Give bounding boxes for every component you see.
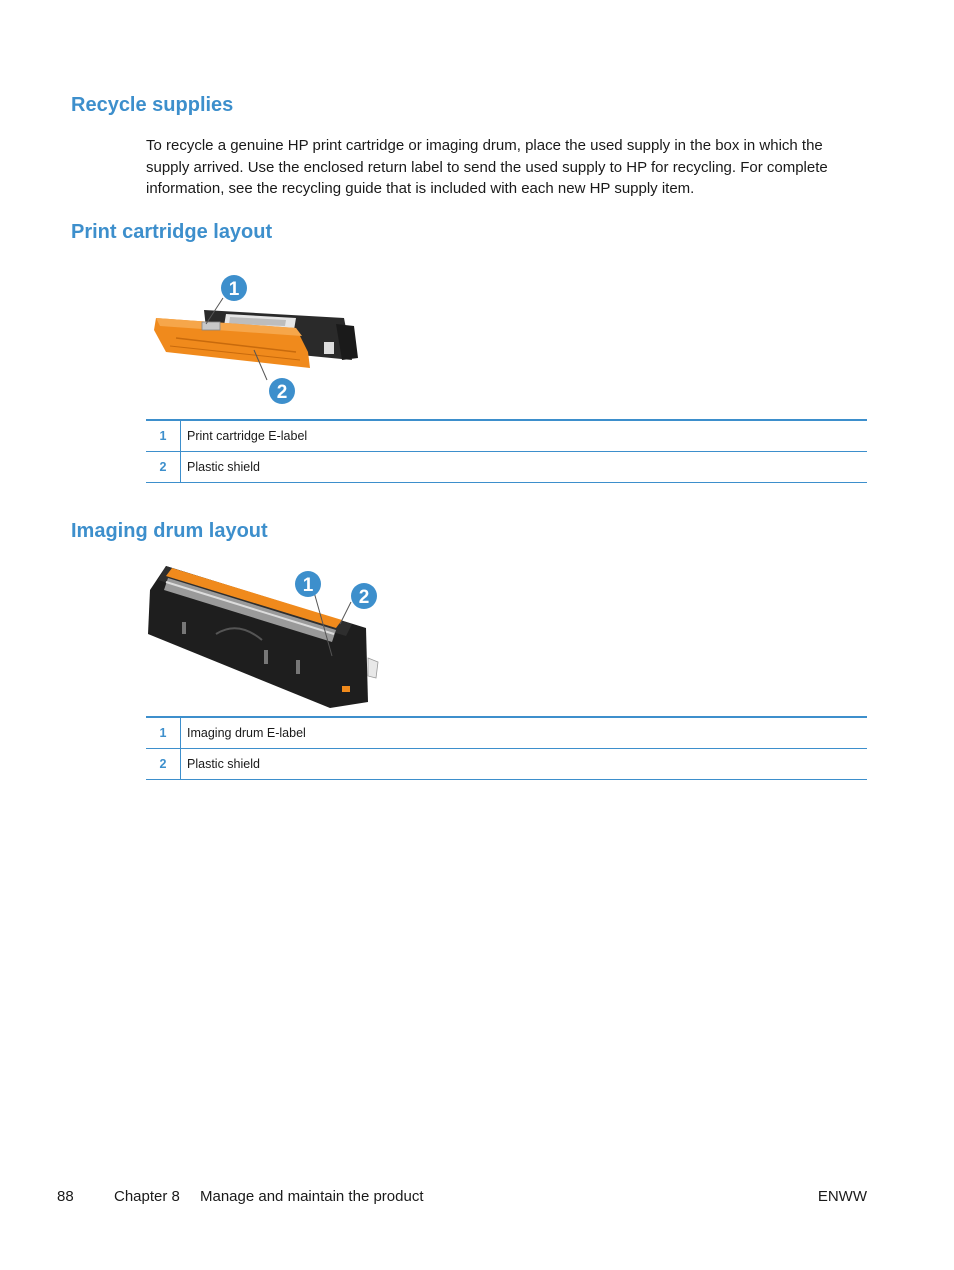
callout-2-badge [351, 583, 377, 609]
heading-recycle-supplies: Recycle supplies [71, 94, 234, 116]
row-number: 1 [146, 717, 181, 749]
recycle-paragraph: To recycle a genuine HP print cartridge or imaging drum, place the used supply in the box in which the supply arrived. Use the enclosed return label to send the used supply to HP for recycling. For complete information, see the recycling guide that is included with each new HP supply item. [146, 137, 828, 197]
row-number: 2 [146, 749, 181, 780]
row-number: 2 [146, 452, 181, 483]
callout-1-label: 1 [302, 575, 314, 596]
print-cartridge-illustration [146, 268, 386, 410]
heading-print-cartridge-layout: Print cartridge layout [71, 221, 273, 243]
callout-1-badge [295, 571, 321, 597]
table-row [146, 717, 867, 749]
table-row [146, 452, 867, 483]
page-number: 88 [57, 1188, 74, 1205]
callout-1-badge [221, 275, 247, 301]
callout-2-label: 2 [358, 587, 370, 608]
row-description: Imaging drum E-label [181, 717, 868, 749]
table-row [146, 420, 867, 452]
footer-chapter: Chapter 8 [114, 1188, 180, 1205]
row-description: Plastic shield [181, 749, 868, 780]
callout-2-badge [269, 378, 295, 404]
footer-chapter-title: Manage and maintain the product [200, 1188, 424, 1205]
print-cartridge-table [146, 419, 867, 483]
heading-imaging-drum-layout: Imaging drum layout [71, 520, 268, 542]
callout-2-label: 2 [276, 382, 288, 403]
row-number: 1 [146, 420, 181, 452]
callout-1-label: 1 [228, 279, 240, 300]
footer-enww: ENWW [817, 1188, 867, 1205]
row-description: Plastic shield [181, 452, 868, 483]
row-description: Print cartridge E-label [181, 420, 868, 452]
table-row [146, 749, 867, 780]
imaging-drum-illustration [146, 562, 386, 712]
imaging-drum-table [146, 716, 867, 780]
